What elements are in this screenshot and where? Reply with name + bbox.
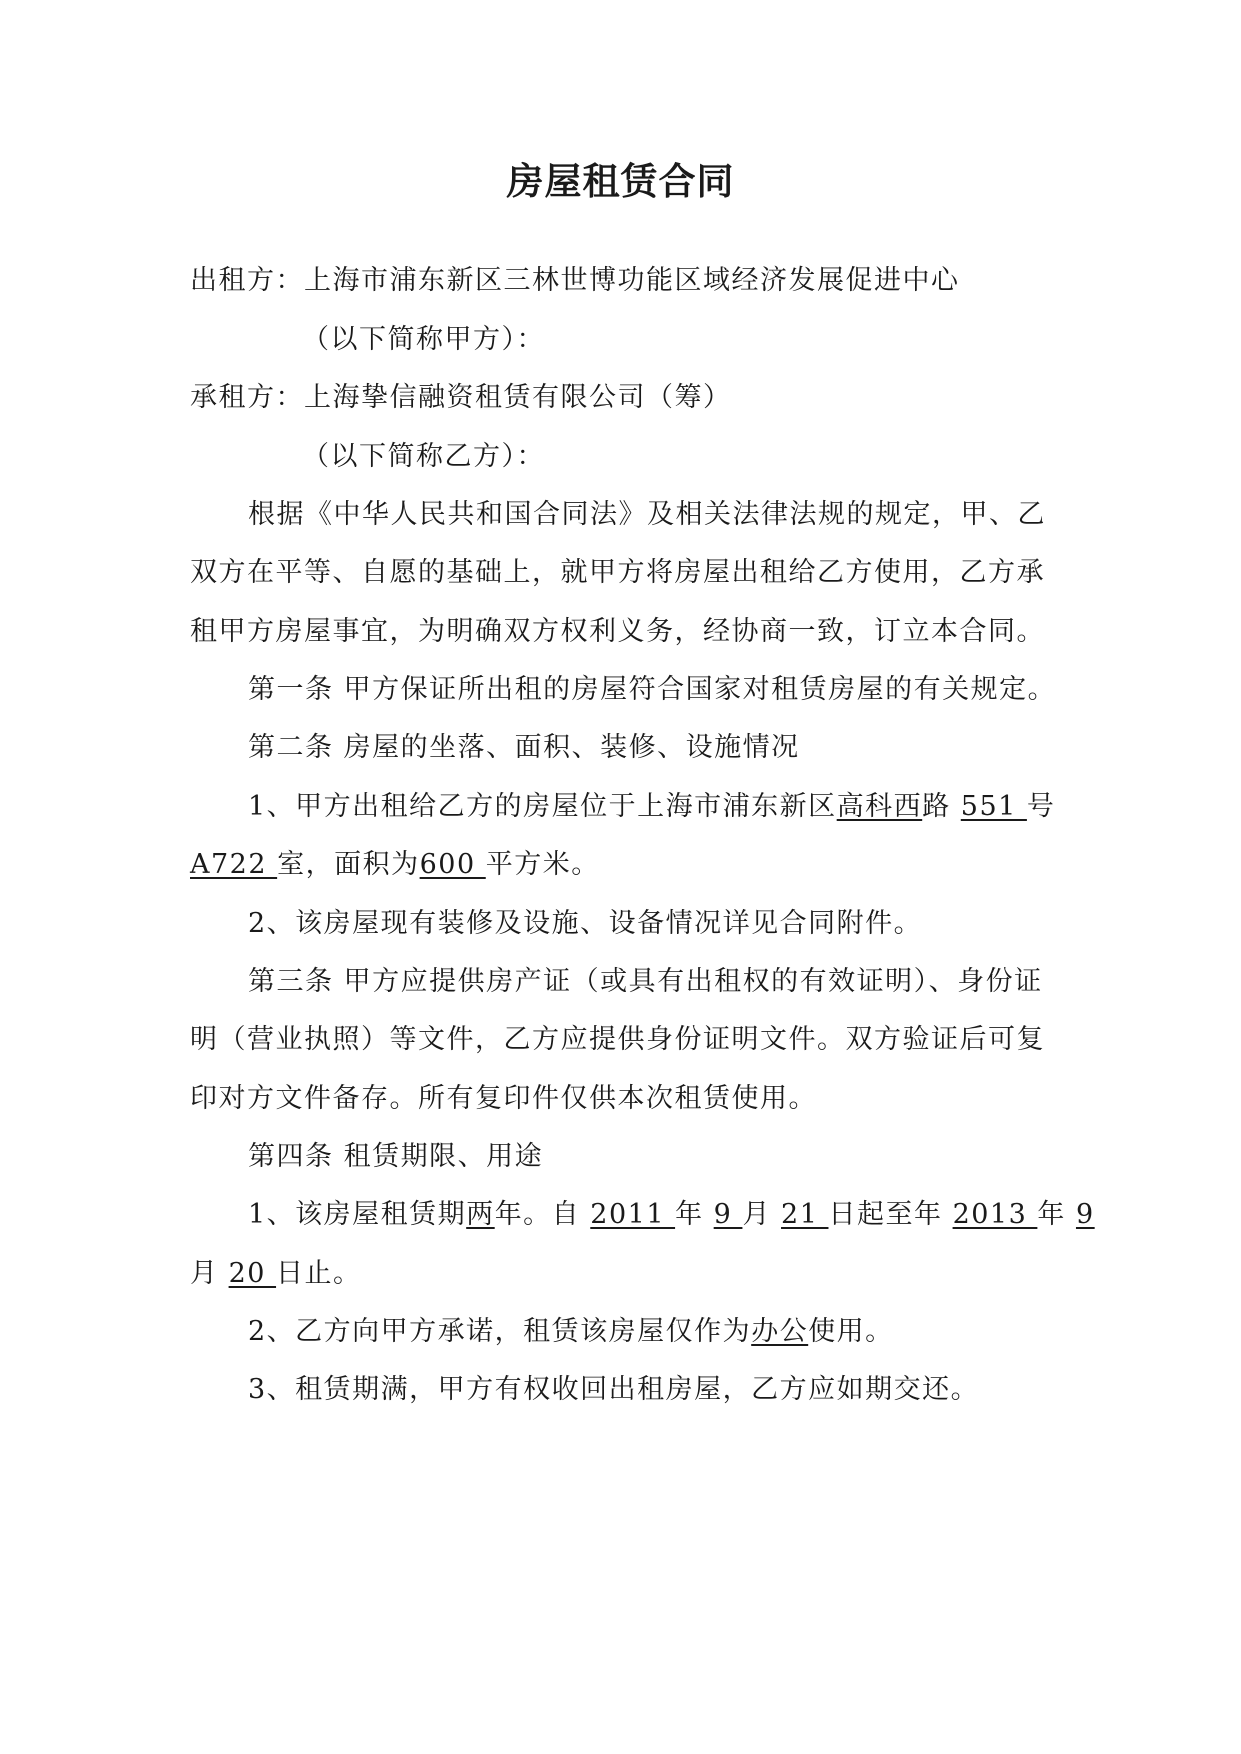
term-suffix: 年。自 xyxy=(494,1199,591,1230)
end-year-field: 2013 xyxy=(952,1199,1038,1230)
article-2-item-2: 2、该房屋现有装修及设施、设备情况详见合同附件。 xyxy=(248,908,923,939)
preamble-line-3: 租甲方房屋事宜，为明确双方权利义务，经协商一致，订立本合同。 xyxy=(190,616,1045,647)
article-2-item-1-line-2 xyxy=(190,847,600,883)
article-2-item-1-prefix: 1、甲方出租给乙方的房屋位于上海市浦东新区 xyxy=(248,791,837,822)
lessor-label: 出租方： xyxy=(190,265,304,296)
area-field: 600 xyxy=(419,849,486,880)
end-day-suffix: 日止。 xyxy=(276,1258,362,1289)
area-suffix: 平方米。 xyxy=(485,849,600,880)
start-year-field: 2011 xyxy=(590,1199,676,1230)
lessee-alias: （以下简称乙方）： xyxy=(302,441,545,472)
lessee-label: 承租方： xyxy=(190,382,304,413)
preamble-line-1: 根据《中华人民共和国合同法》及相关法律法规的规定，甲、乙 xyxy=(248,499,1046,530)
term-prefix: 1、该房屋租赁期 xyxy=(248,1199,467,1230)
start-month-field: 9 xyxy=(713,1199,743,1230)
document-title: 房屋租赁合同 xyxy=(506,159,735,203)
article-4-item-1-line-1 xyxy=(248,1197,1095,1233)
end-month-field: 9 xyxy=(1075,1199,1095,1230)
article-3-line-1: 第三条 甲方应提供房产证（或具有出租权的有效证明）、身份证 xyxy=(248,966,1043,997)
article-4-heading: 第四条 租赁期限、用途 xyxy=(248,1141,544,1172)
road-suffix: 路 xyxy=(922,791,961,822)
road-field: 高科西 xyxy=(836,791,923,822)
article-4-item-3: 3、租赁期满，甲方有权收回出租房屋，乙方应如期交还。 xyxy=(248,1374,980,1405)
article-2-item-1-line-1 xyxy=(248,789,1055,825)
start-day-suffix: 日起至年 xyxy=(828,1199,953,1230)
use-field: 办公 xyxy=(751,1316,809,1347)
lessee-line xyxy=(190,380,732,416)
end-month-char: 月 xyxy=(190,1258,229,1289)
term-field: 两 xyxy=(466,1199,495,1230)
end-day-field: 20 xyxy=(228,1258,277,1289)
room-suffix: 室，面积为 xyxy=(277,849,420,880)
preamble-line-2: 双方在平等、自愿的基础上，就甲方将房屋出租给乙方使用，乙方承 xyxy=(190,557,1045,588)
use-prefix: 2、乙方向甲方承诺，租赁该房屋仅作为 xyxy=(248,1316,752,1347)
article-3-line-3: 印对方文件备存。所有复印件仅供本次租赁使用。 xyxy=(190,1083,817,1114)
article-4-item-2 xyxy=(248,1314,894,1350)
street-number-suffix: 号 xyxy=(1026,791,1056,822)
article-3-line-2: 明（营业执照）等文件，乙方应提供身份证明文件。双方验证后可复 xyxy=(190,1024,1045,1055)
lessee-name: 上海挚信融资租赁有限公司（筹） xyxy=(304,382,732,413)
article-2-heading: 第二条 房屋的坐落、面积、装修、设施情况 xyxy=(248,732,800,763)
start-day-field: 21 xyxy=(781,1199,829,1230)
article-4-item-1-line-2 xyxy=(190,1256,362,1292)
lessor-alias: （以下简称甲方）： xyxy=(302,324,545,355)
lessor-line xyxy=(190,263,960,299)
street-number-field: 551 xyxy=(960,791,1027,822)
use-suffix: 使用。 xyxy=(808,1316,894,1347)
room-field: A722 xyxy=(190,849,278,880)
start-month-char: 月 xyxy=(742,1199,782,1230)
lessor-name: 上海市浦东新区三林世博功能区域经济发展促进中心 xyxy=(304,265,960,296)
end-year-suffix: 年 xyxy=(1037,1199,1076,1230)
start-year-char: 年 xyxy=(675,1199,714,1230)
article-1: 第一条 甲方保证所出租的房屋符合国家对租赁房屋的有关规定。 xyxy=(248,674,1057,705)
